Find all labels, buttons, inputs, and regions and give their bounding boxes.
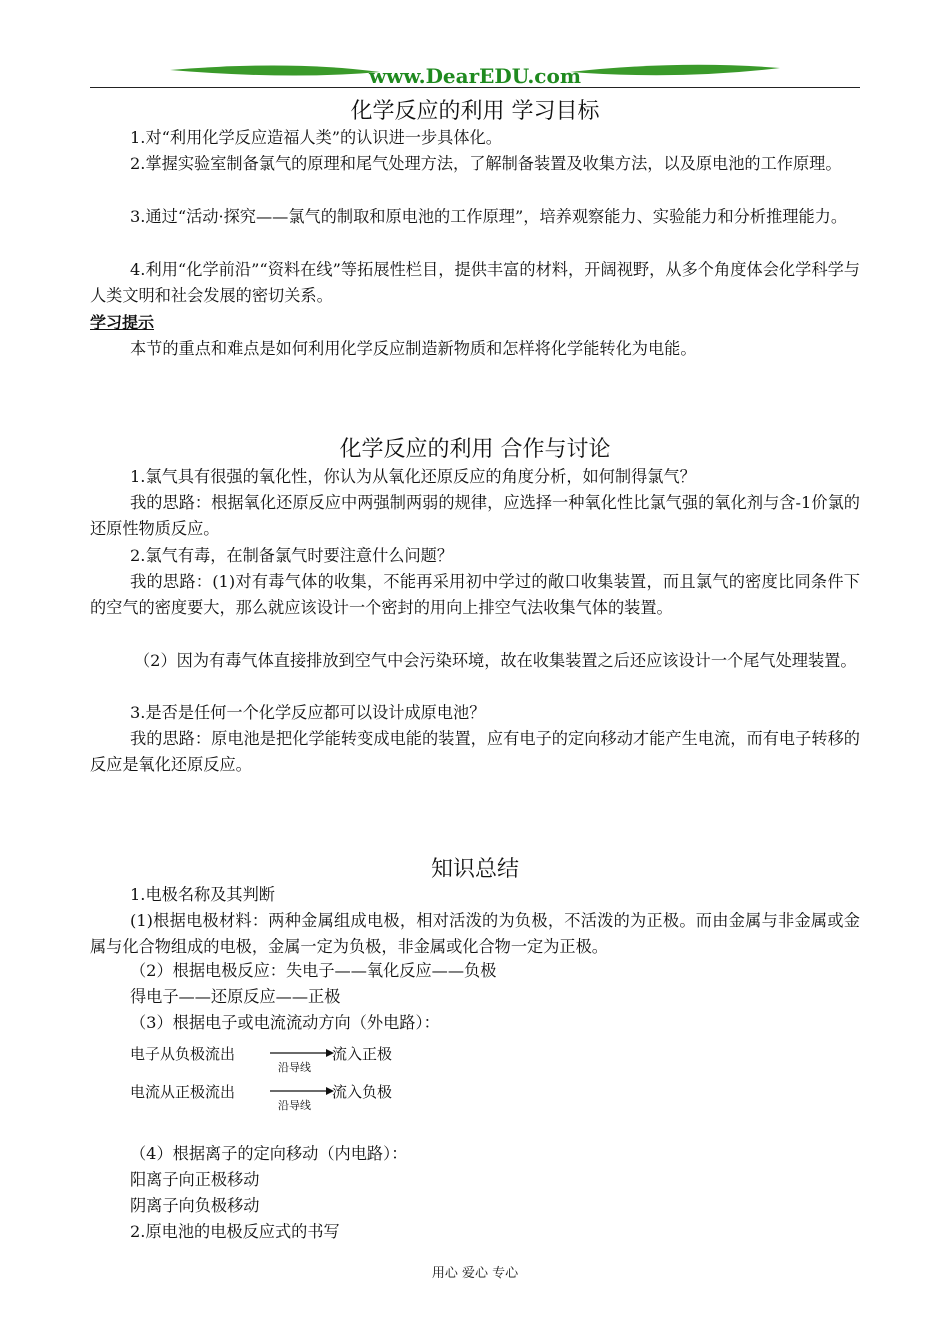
goal-3: 3.通过“活动·探究——氯气的制取和原电池的工作原理”，培养观察能力、实验能力和分析推理能力。 — [130, 207, 848, 226]
answer-1: 我的思路：根据氧化还原反应中两强制两弱的规律，应选择一种氧化性比氯气强的氧化剂与含-1价氯的还原性物质反应。 — [90, 493, 860, 539]
page-footer: 用心 爱心 专心 — [431, 1266, 519, 1281]
summary-p2: （2）根据电极反应：失电子——氧化反应——负极 — [130, 961, 497, 980]
goal-4: 4.利用“化学前沿”“资料在线”等拓展性栏目，提供丰富的材料，开阔视野，从多个角度体会化学科学与人类文明和社会发展的密切关系。 — [90, 260, 860, 306]
goal-1: 1.对“利用化学反应造福人类”的认识进一步具体化。 — [130, 128, 502, 147]
summary-heading-2: 2.原电池的电极反应式的书写 — [130, 1222, 340, 1241]
hint-text: 本节的重点和难点是如何利用化学反应制造新物质和怎样将化学能转化为电能。 — [130, 339, 697, 358]
question-2: 2.氯气有毒，在制备氯气时要注意什么问题？ — [130, 546, 454, 565]
summary-p4b: 阴离子向负极移动 — [130, 1196, 260, 1215]
header-rule — [90, 87, 860, 88]
flow2-via: 沿导线 — [278, 1099, 311, 1112]
section1-title: 化学反应的利用 学习目标 — [350, 99, 600, 124]
site-url[interactable]: www.DearEDU.com — [368, 64, 581, 88]
arrow-right-icon — [270, 1085, 334, 1097]
section3-title: 知识总结 — [430, 857, 519, 882]
flow1-left: 电子从负极流出 — [130, 1045, 236, 1063]
flow1-right: 流入正极 — [332, 1045, 393, 1063]
summary-p2b: 得电子——还原反应——正极 — [130, 987, 341, 1006]
arrow-right-icon — [270, 1047, 334, 1059]
flow1-via: 沿导线 — [278, 1061, 311, 1074]
answer-3: 我的思路：原电池是把化学能转变成电能的装置，应有电子的定向移动才能产生电流，而有电子转移的反应是氧化还原反应。 — [90, 729, 860, 775]
section2-title: 化学反应的利用 合作与讨论 — [339, 437, 611, 462]
summary-p4a: 阳离子向正极移动 — [130, 1170, 260, 1189]
current-flow-diagram — [130, 1081, 430, 1115]
hint-label: 学习提示 — [90, 313, 155, 332]
answer-2-part2: （2）因为有毒气体直接排放到空气中会污染环境，故在收集装置之后还应该设计一个尾气处理装置。 — [134, 651, 857, 670]
flow2-left: 电流从正极流出 — [130, 1083, 236, 1101]
answer-2-part1: 我的思路：(1)对有毒气体的收集，不能再采用初中学过的敞口收集装置，而且氯气的密度比同条件下的空气的密度要大，那么就应该设计一个密封的用向上排空气法收集气体的装置。 — [90, 572, 860, 618]
summary-heading-1: 1.电极名称及其判断 — [130, 885, 275, 904]
question-1: 1.氯气具有很强的氧化性，你认为从氧化还原反应的角度分析，如何制得氯气？ — [130, 467, 696, 486]
goal-2: 2.掌握实验室制备氯气的原理和尾气处理方法，了解制备装置及收集方法，以及原电池的工作原理。 — [130, 154, 842, 173]
question-3: 3.是否是任何一个化学反应都可以设计成原电池？ — [130, 703, 486, 722]
electron-flow-diagram — [130, 1043, 430, 1077]
flow2-right: 流入负极 — [332, 1083, 393, 1101]
summary-p1: (1)根据电极材料：两种金属组成电极，相对活泼的为负极，不活泼的为正极。而由金属与非金属或金属与化合物组成的电极，金属一定为负极，非金属或化合物一定为正极。 — [90, 911, 860, 957]
summary-p3: （3）根据电子或电流流动方向（外电路）： — [130, 1013, 440, 1032]
summary-p4: （4）根据离子的定向移动（内电路）： — [130, 1144, 408, 1163]
